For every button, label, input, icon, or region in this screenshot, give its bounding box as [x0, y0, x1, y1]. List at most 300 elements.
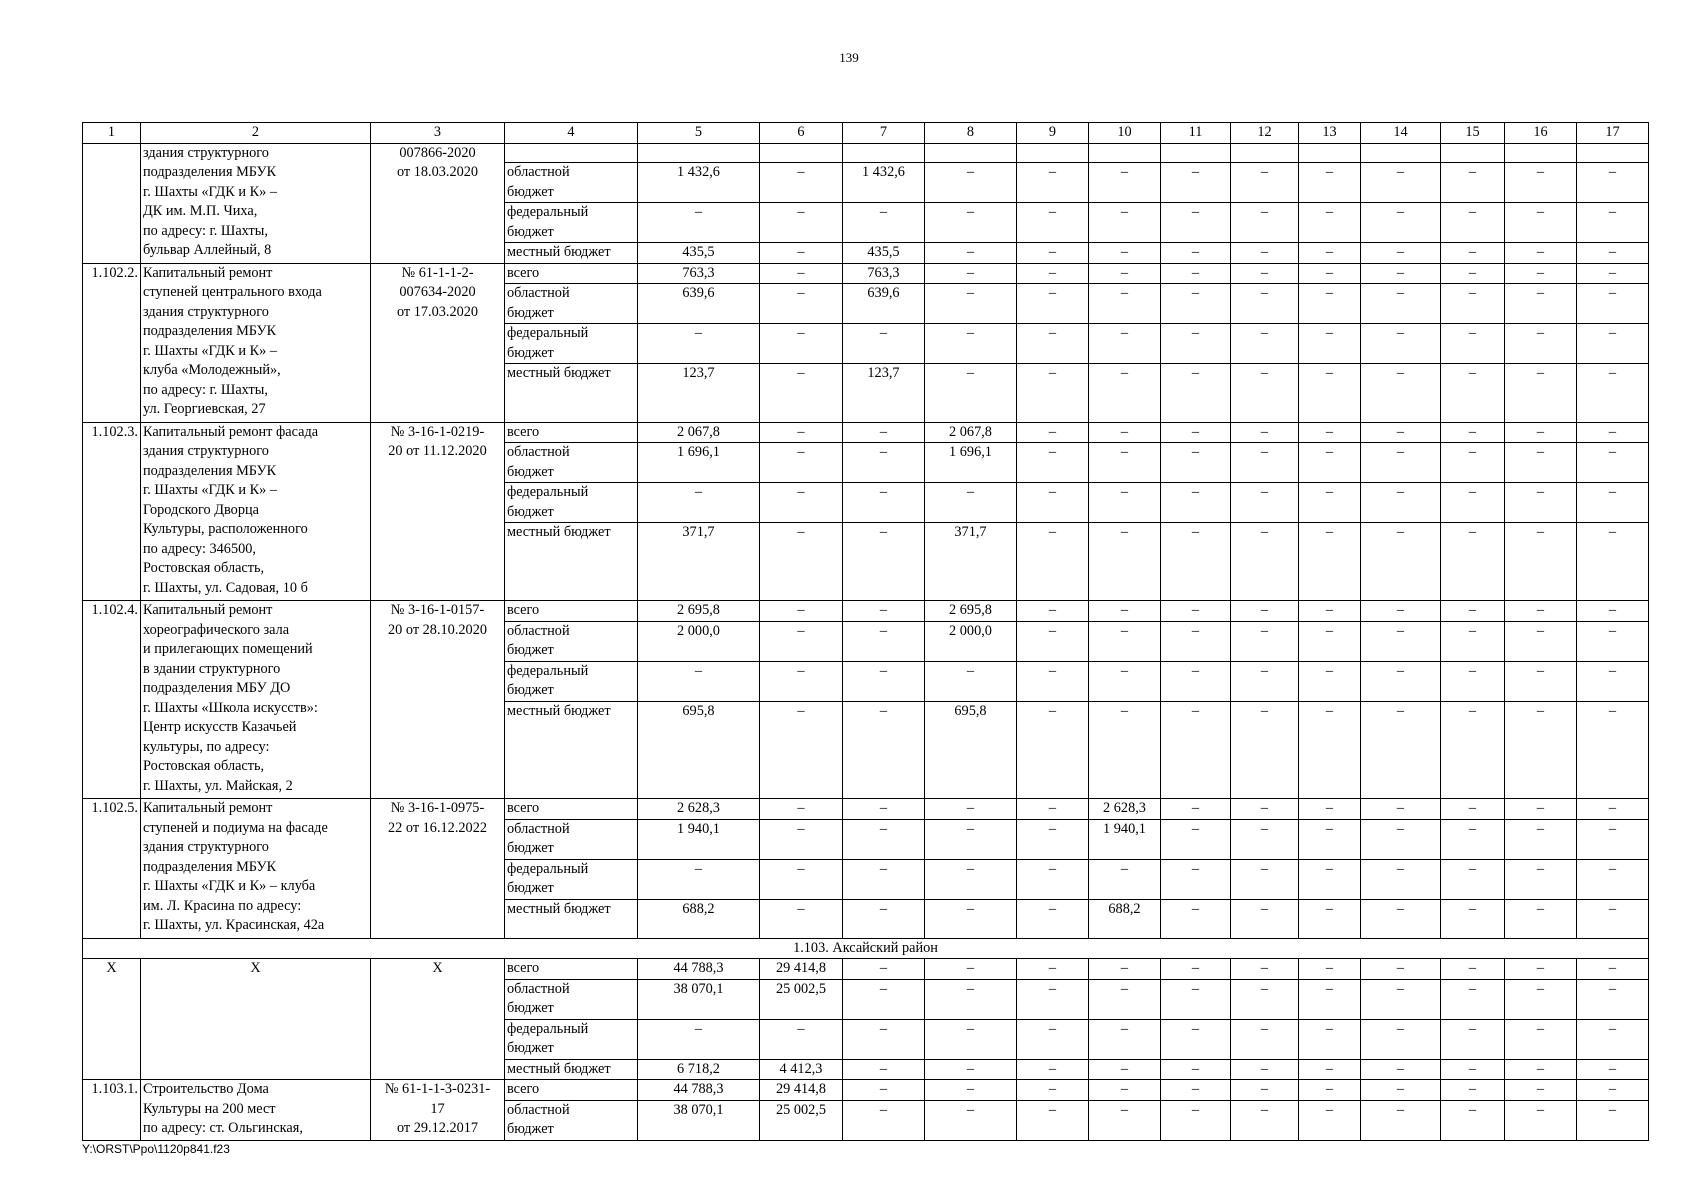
value-cell: –: [1577, 443, 1649, 483]
value-cell: –: [1299, 243, 1361, 264]
value-cell: –: [1089, 364, 1161, 423]
value-cell: –: [1505, 859, 1577, 899]
value-cell: –: [760, 443, 843, 483]
value-cell: –: [760, 243, 843, 264]
value-cell: 435,5: [638, 243, 760, 264]
column-number-cell: 6: [760, 123, 843, 144]
value-cell: –: [1089, 483, 1161, 523]
value-cell: –: [1441, 284, 1505, 324]
value-cell: –: [1161, 959, 1231, 980]
table-row: [83, 799, 1649, 820]
value-cell: –: [1231, 621, 1299, 661]
value-cell: –: [1505, 661, 1577, 701]
value-cell: –: [1441, 263, 1505, 284]
value-cell: 123,7: [638, 364, 760, 423]
funding-source-cell: федеральный бюджет: [505, 661, 638, 701]
funding-source-cell: местный бюджет: [505, 899, 638, 938]
value-cell: –: [1505, 1059, 1577, 1080]
funding-source-cell: [505, 143, 638, 163]
value-cell: –: [760, 621, 843, 661]
value-cell: –: [1577, 661, 1649, 701]
value-cell: –: [1361, 959, 1441, 980]
value-cell: –: [1231, 661, 1299, 701]
value-cell: –: [1017, 483, 1089, 523]
value-cell: –: [1299, 661, 1361, 701]
value-cell: –: [1299, 959, 1361, 980]
value-cell: –: [1441, 899, 1505, 938]
value-cell: –: [843, 523, 925, 601]
value-cell: –: [1299, 483, 1361, 523]
value-cell: –: [1505, 601, 1577, 622]
value-cell: –: [1577, 203, 1649, 243]
value-cell: –: [1505, 1019, 1577, 1059]
value-cell: –: [1505, 284, 1577, 324]
value-cell: –: [1231, 959, 1299, 980]
value-cell: –: [843, 979, 925, 1019]
funding-source-cell: областной бюджет: [505, 621, 638, 661]
column-number-cell: 16: [1505, 123, 1577, 144]
value-cell: –: [843, 203, 925, 243]
value-cell: 123,7: [843, 364, 925, 423]
value-cell: –: [843, 959, 925, 980]
value-cell: –: [1299, 621, 1361, 661]
value-cell: –: [1017, 443, 1089, 483]
value-cell: –: [1505, 799, 1577, 820]
value-cell: –: [1361, 364, 1441, 423]
value-cell: –: [843, 621, 925, 661]
value-cell: –: [1161, 1100, 1231, 1140]
value-cell: –: [1361, 979, 1441, 1019]
funding-source-cell: всего: [505, 1080, 638, 1101]
value-cell: –: [1231, 203, 1299, 243]
value-cell: –: [1505, 422, 1577, 443]
value-cell: –: [760, 324, 843, 364]
value-cell: –: [1577, 1019, 1649, 1059]
value-cell: –: [1441, 243, 1505, 264]
value-cell: [925, 143, 1017, 163]
value-cell: –: [1089, 859, 1161, 899]
table-row: [83, 959, 1649, 980]
value-cell: –: [1161, 364, 1231, 423]
value-cell: –: [925, 819, 1017, 859]
value-cell: –: [1441, 959, 1505, 980]
value-cell: –: [1505, 203, 1577, 243]
value-cell: –: [1231, 523, 1299, 601]
value-cell: –: [1089, 959, 1161, 980]
value-cell: 6 718,2: [638, 1059, 760, 1080]
value-cell: –: [1231, 243, 1299, 264]
value-cell: –: [1577, 601, 1649, 622]
value-cell: –: [1017, 799, 1089, 820]
value-cell: 1 432,6: [843, 163, 925, 203]
funding-source-cell: федеральный бюджет: [505, 859, 638, 899]
value-cell: –: [1161, 1019, 1231, 1059]
value-cell: –: [1161, 284, 1231, 324]
value-cell: –: [925, 799, 1017, 820]
value-cell: –: [760, 263, 843, 284]
value-cell: –: [1505, 364, 1577, 423]
value-cell: [1017, 143, 1089, 163]
value-cell: –: [1089, 263, 1161, 284]
value-cell: –: [1231, 1080, 1299, 1101]
value-cell: [760, 143, 843, 163]
value-cell: 1 940,1: [1089, 819, 1161, 859]
value-cell: –: [1361, 263, 1441, 284]
value-cell: –: [843, 422, 925, 443]
value-cell: –: [1505, 324, 1577, 364]
value-cell: –: [1577, 1059, 1649, 1080]
funding-source-cell: всего: [505, 959, 638, 980]
page-number: 139: [839, 50, 859, 65]
value-cell: –: [638, 859, 760, 899]
value-cell: –: [1161, 701, 1231, 799]
value-cell: 763,3: [638, 263, 760, 284]
value-cell: –: [925, 1059, 1017, 1080]
funding-source-cell: всего: [505, 799, 638, 820]
value-cell: –: [638, 483, 760, 523]
value-cell: –: [1577, 1080, 1649, 1101]
value-cell: –: [1089, 661, 1161, 701]
value-cell: –: [638, 661, 760, 701]
column-number-cell: 7: [843, 123, 925, 144]
value-cell: –: [1231, 701, 1299, 799]
value-cell: –: [1231, 1100, 1299, 1140]
value-cell: –: [1505, 899, 1577, 938]
value-cell: –: [760, 1019, 843, 1059]
value-cell: –: [1089, 422, 1161, 443]
document-number-cell: № 61-1-1-3-0231- 17 от 29.12.2017: [371, 1080, 505, 1141]
funding-source-cell: местный бюджет: [505, 701, 638, 799]
funding-source-cell: областной бюджет: [505, 284, 638, 324]
value-cell: –: [1441, 1059, 1505, 1080]
value-cell: –: [638, 203, 760, 243]
value-cell: –: [1161, 979, 1231, 1019]
column-number-cell: 15: [1441, 123, 1505, 144]
column-number-cell: 8: [925, 123, 1017, 144]
value-cell: –: [1299, 284, 1361, 324]
value-cell: –: [1089, 601, 1161, 622]
value-cell: –: [1441, 661, 1505, 701]
column-number-cell: 5: [638, 123, 760, 144]
value-cell: –: [1017, 701, 1089, 799]
object-name-cell: X: [141, 959, 371, 1080]
value-cell: –: [1361, 1080, 1441, 1101]
value-cell: [1299, 143, 1361, 163]
value-cell: –: [1577, 959, 1649, 980]
column-number-cell: 10: [1089, 123, 1161, 144]
value-cell: –: [1089, 1100, 1161, 1140]
value-cell: –: [1017, 959, 1089, 980]
value-cell: –: [1577, 483, 1649, 523]
value-cell: –: [843, 443, 925, 483]
value-cell: –: [843, 799, 925, 820]
value-cell: –: [1017, 364, 1089, 423]
value-cell: –: [1505, 443, 1577, 483]
value-cell: –: [925, 959, 1017, 980]
column-number-cell: 17: [1577, 123, 1649, 144]
value-cell: 688,2: [1089, 899, 1161, 938]
value-cell: –: [1299, 422, 1361, 443]
value-cell: –: [1089, 1080, 1161, 1101]
value-cell: –: [1017, 324, 1089, 364]
value-cell: –: [1441, 163, 1505, 203]
value-cell: –: [760, 203, 843, 243]
value-cell: 44 788,3: [638, 959, 760, 980]
value-cell: –: [1089, 701, 1161, 799]
value-cell: –: [925, 661, 1017, 701]
value-cell: –: [1299, 1100, 1361, 1140]
value-cell: –: [760, 601, 843, 622]
file-path-footer: Y:\ORST\Ppo\1120p841.f23: [82, 1142, 230, 1156]
value-cell: –: [1231, 601, 1299, 622]
object-name-cell: Строительство Дома Культуры на 200 мест по адресу: ст. Ольгинская,: [141, 1080, 371, 1141]
value-cell: –: [1089, 979, 1161, 1019]
value-cell: –: [638, 324, 760, 364]
value-cell: 2 067,8: [925, 422, 1017, 443]
column-number-cell: 2: [141, 123, 371, 144]
value-cell: –: [1505, 701, 1577, 799]
value-cell: –: [1161, 859, 1231, 899]
value-cell: 1 432,6: [638, 163, 760, 203]
funding-source-cell: местный бюджет: [505, 1059, 638, 1080]
document-number-cell: № 3-16-1-0975- 22 от 16.12.2022: [371, 799, 505, 939]
value-cell: –: [843, 899, 925, 938]
value-cell: –: [1089, 324, 1161, 364]
value-cell: 2 628,3: [638, 799, 760, 820]
document-number-cell: № 3-16-1-0219- 20 от 11.12.2020: [371, 422, 505, 601]
value-cell: –: [1231, 819, 1299, 859]
value-cell: –: [1505, 979, 1577, 1019]
value-cell: –: [1577, 284, 1649, 324]
value-cell: –: [1017, 979, 1089, 1019]
value-cell: –: [1299, 601, 1361, 622]
value-cell: 435,5: [843, 243, 925, 264]
value-cell: 639,6: [638, 284, 760, 324]
item-number-cell: 1.103.1.: [83, 1080, 141, 1141]
value-cell: –: [925, 284, 1017, 324]
object-name-cell: Капитальный ремонт ступеней центрального входа здания структурного подразделения МБУК г. Шахты «ГДК и К» – клуба «Молодежный», по адресу: г. Шахты, ул. Георгиевская, 27: [141, 263, 371, 422]
document-number-cell: X: [371, 959, 505, 1080]
value-cell: –: [1577, 859, 1649, 899]
value-cell: 1 940,1: [638, 819, 760, 859]
document-number-cell: № 61-1-1-2- 007634-2020 от 17.03.2020: [371, 263, 505, 422]
value-cell: –: [1017, 243, 1089, 264]
value-cell: 2 000,0: [925, 621, 1017, 661]
value-cell: –: [1299, 979, 1361, 1019]
value-cell: –: [843, 483, 925, 523]
value-cell: [843, 143, 925, 163]
value-cell: –: [760, 523, 843, 601]
value-cell: –: [1231, 1059, 1299, 1080]
value-cell: –: [1441, 443, 1505, 483]
value-cell: –: [1161, 483, 1231, 523]
value-cell: –: [1299, 1019, 1361, 1059]
value-cell: [1089, 143, 1161, 163]
value-cell: –: [1361, 1100, 1441, 1140]
value-cell: –: [1161, 203, 1231, 243]
value-cell: –: [843, 661, 925, 701]
value-cell: –: [1577, 899, 1649, 938]
value-cell: –: [925, 263, 1017, 284]
value-cell: –: [1577, 243, 1649, 264]
value-cell: –: [1161, 899, 1231, 938]
value-cell: –: [638, 1019, 760, 1059]
value-cell: –: [1577, 819, 1649, 859]
value-cell: –: [1361, 621, 1441, 661]
funding-source-cell: всего: [505, 601, 638, 622]
value-cell: –: [1089, 621, 1161, 661]
value-cell: –: [1231, 979, 1299, 1019]
value-cell: –: [925, 1100, 1017, 1140]
value-cell: –: [1161, 443, 1231, 483]
value-cell: –: [1441, 621, 1505, 661]
value-cell: –: [1017, 1100, 1089, 1140]
value-cell: –: [1441, 979, 1505, 1019]
value-cell: –: [1161, 243, 1231, 264]
value-cell: –: [1441, 1080, 1505, 1101]
value-cell: –: [760, 799, 843, 820]
value-cell: 695,8: [925, 701, 1017, 799]
value-cell: –: [925, 1019, 1017, 1059]
value-cell: 38 070,1: [638, 979, 760, 1019]
value-cell: 2 695,8: [925, 601, 1017, 622]
value-cell: –: [1161, 661, 1231, 701]
column-number-cell: 3: [371, 123, 505, 144]
value-cell: –: [1361, 324, 1441, 364]
value-cell: –: [1299, 364, 1361, 423]
value-cell: –: [1299, 819, 1361, 859]
value-cell: –: [1361, 819, 1441, 859]
value-cell: –: [1017, 422, 1089, 443]
value-cell: –: [1361, 443, 1441, 483]
value-cell: –: [1361, 1059, 1441, 1080]
value-cell: –: [1441, 601, 1505, 622]
value-cell: –: [1505, 263, 1577, 284]
value-cell: –: [1505, 959, 1577, 980]
value-cell: –: [1089, 203, 1161, 243]
funding-source-cell: федеральный бюджет: [505, 324, 638, 364]
value-cell: –: [925, 364, 1017, 423]
value-cell: 695,8: [638, 701, 760, 799]
value-cell: –: [1577, 701, 1649, 799]
value-cell: –: [1361, 799, 1441, 820]
value-cell: [1577, 143, 1649, 163]
section-title: 1.103. Аксайский район: [83, 938, 1649, 959]
value-cell: –: [1017, 1059, 1089, 1080]
value-cell: –: [925, 899, 1017, 938]
value-cell: –: [760, 899, 843, 938]
value-cell: –: [843, 701, 925, 799]
value-cell: –: [1017, 163, 1089, 203]
column-number-cell: 12: [1231, 123, 1299, 144]
funding-source-cell: областной бюджет: [505, 1100, 638, 1140]
header-row: [83, 123, 1649, 144]
value-cell: –: [1017, 899, 1089, 938]
table-row: [83, 601, 1649, 622]
value-cell: –: [1299, 799, 1361, 820]
value-cell: –: [1361, 422, 1441, 443]
value-cell: –: [1361, 701, 1441, 799]
value-cell: –: [1361, 523, 1441, 601]
value-cell: –: [1441, 799, 1505, 820]
funding-source-cell: федеральный бюджет: [505, 483, 638, 523]
value-cell: –: [1505, 523, 1577, 601]
document-number-cell: № 3-16-1-0157- 20 от 28.10.2020: [371, 601, 505, 799]
value-cell: –: [1361, 859, 1441, 899]
value-cell: –: [1231, 364, 1299, 423]
value-cell: –: [1161, 799, 1231, 820]
value-cell: –: [1161, 1080, 1231, 1101]
value-cell: –: [925, 243, 1017, 264]
funding-source-cell: местный бюджет: [505, 243, 638, 264]
value-cell: –: [1505, 163, 1577, 203]
value-cell: –: [925, 1080, 1017, 1101]
value-cell: –: [1441, 483, 1505, 523]
value-cell: –: [925, 859, 1017, 899]
value-cell: [638, 143, 760, 163]
value-cell: –: [1089, 284, 1161, 324]
value-cell: –: [1161, 324, 1231, 364]
value-cell: 29 414,8: [760, 959, 843, 980]
value-cell: –: [1231, 799, 1299, 820]
value-cell: –: [1089, 523, 1161, 601]
value-cell: –: [1299, 899, 1361, 938]
table-row: [83, 263, 1649, 284]
value-cell: 1 696,1: [925, 443, 1017, 483]
value-cell: –: [843, 324, 925, 364]
value-cell: –: [1505, 483, 1577, 523]
value-cell: –: [1441, 701, 1505, 799]
value-cell: –: [1361, 163, 1441, 203]
value-cell: –: [1231, 263, 1299, 284]
value-cell: 25 002,5: [760, 1100, 843, 1140]
value-cell: –: [1361, 899, 1441, 938]
value-cell: 639,6: [843, 284, 925, 324]
value-cell: –: [843, 1019, 925, 1059]
value-cell: –: [925, 979, 1017, 1019]
value-cell: –: [1577, 621, 1649, 661]
value-cell: –: [1017, 859, 1089, 899]
value-cell: –: [1231, 899, 1299, 938]
value-cell: [1361, 143, 1441, 163]
value-cell: 4 412,3: [760, 1059, 843, 1080]
value-cell: –: [1017, 601, 1089, 622]
value-cell: 2 695,8: [638, 601, 760, 622]
value-cell: –: [843, 859, 925, 899]
value-cell: –: [1089, 1019, 1161, 1059]
item-number-cell: 1.102.5.: [83, 799, 141, 939]
value-cell: –: [1299, 263, 1361, 284]
value-cell: –: [1441, 324, 1505, 364]
value-cell: –: [1161, 601, 1231, 622]
value-cell: 688,2: [638, 899, 760, 938]
value-cell: –: [1505, 621, 1577, 661]
table-row: [83, 143, 1649, 163]
value-cell: –: [1361, 203, 1441, 243]
value-cell: –: [1017, 1019, 1089, 1059]
value-cell: 371,7: [925, 523, 1017, 601]
column-number-cell: 13: [1299, 123, 1361, 144]
value-cell: –: [1577, 523, 1649, 601]
value-cell: –: [760, 163, 843, 203]
value-cell: –: [1017, 523, 1089, 601]
value-cell: –: [1231, 163, 1299, 203]
value-cell: –: [1441, 819, 1505, 859]
value-cell: –: [1505, 819, 1577, 859]
value-cell: –: [1577, 163, 1649, 203]
value-cell: –: [760, 819, 843, 859]
value-cell: –: [1361, 661, 1441, 701]
